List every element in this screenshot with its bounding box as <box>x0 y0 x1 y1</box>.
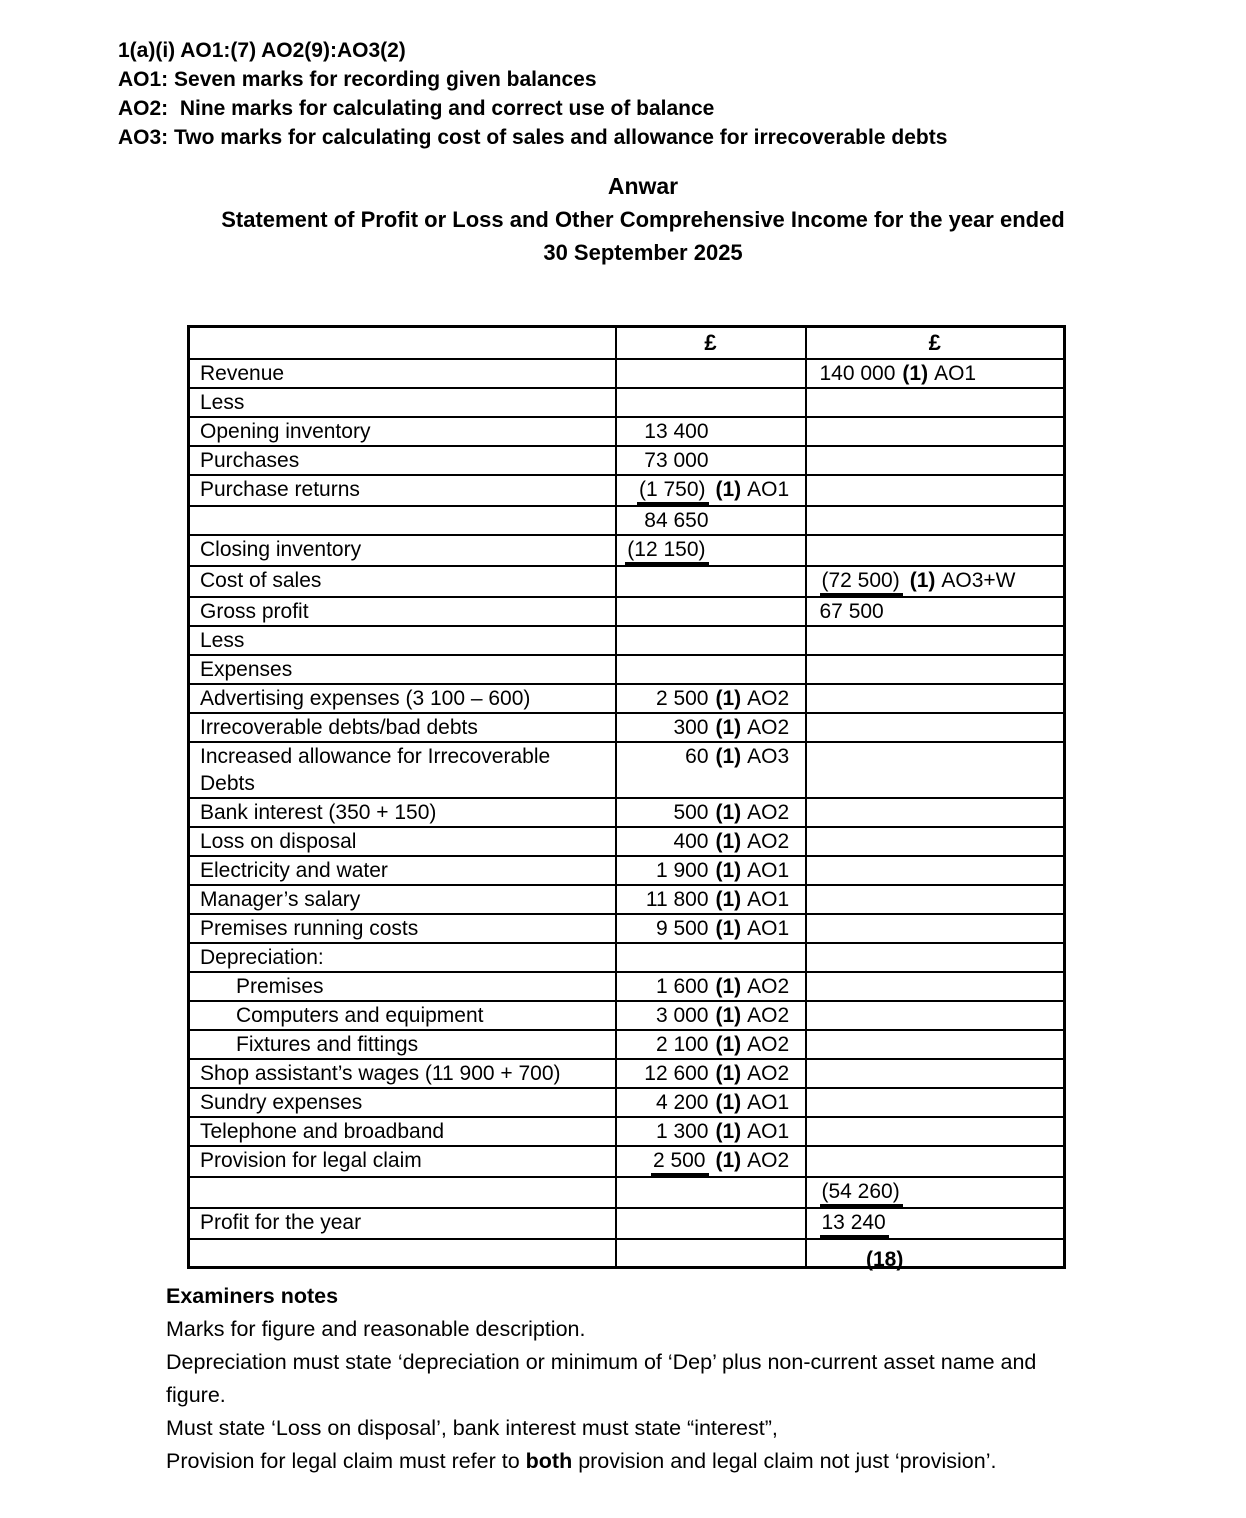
examiners-notes-heading: Examiners notes <box>166 1284 339 1308</box>
amount-value: 2 100 <box>655 1033 709 1056</box>
row-label-cell <box>189 1001 616 1030</box>
amount-cell-total <box>806 713 1065 742</box>
amount-cell-total <box>806 626 1065 655</box>
table-row <box>189 914 1065 943</box>
ao-tag: AO2 <box>747 1004 790 1027</box>
table-row <box>189 856 1065 885</box>
note-line: figure. <box>166 1383 226 1407</box>
table-row <box>189 1001 1065 1030</box>
mark-point: (1) <box>715 801 742 824</box>
amount-cell-detail <box>616 1088 806 1117</box>
table-row <box>189 885 1065 914</box>
row-label: Premises <box>236 975 324 998</box>
ao-tag: AO2 <box>747 975 790 998</box>
ao-tag: AO1 <box>934 362 977 385</box>
table-row <box>189 1030 1065 1059</box>
amount-align-box <box>617 1002 709 1029</box>
table-row <box>189 655 1065 684</box>
row-label: Expenses <box>200 658 293 681</box>
row-label: Irrecoverable debts/bad debts <box>200 716 478 739</box>
amount-value: 1 600 <box>655 975 709 998</box>
mark-point: (1) <box>715 1033 742 1056</box>
amount-value: (72 500) <box>820 569 903 596</box>
amount-cell-total <box>806 446 1065 475</box>
amount-value: 13 400 <box>644 420 709 443</box>
mark-point: (1) <box>715 478 742 501</box>
row-label: Less <box>200 391 245 414</box>
statement-title <box>118 170 1168 269</box>
amount-cell-detail <box>616 535 806 566</box>
amount-cell-total <box>806 827 1065 856</box>
ao-tag: AO2 <box>747 716 790 739</box>
amount-cell-total <box>806 655 1065 684</box>
amount-align-box <box>617 857 709 884</box>
note-segment-bold: both <box>525 1449 573 1473</box>
amount-value: 13 240 <box>820 1211 889 1238</box>
ao-tag: AO3 <box>747 745 790 768</box>
amount-cell-total <box>806 943 1065 972</box>
amount-value: 60 <box>685 745 709 768</box>
table-row <box>189 827 1065 856</box>
row-label: Electricity and water <box>200 859 388 882</box>
mark-point: (1) <box>715 859 742 882</box>
table-row <box>189 742 1065 798</box>
ao-tag: AO1 <box>747 478 790 501</box>
ao1-description: AO1: Seven marks for recording given balances <box>118 68 597 91</box>
question-header <box>118 36 947 152</box>
amount-cell-detail <box>616 1001 806 1030</box>
amount-cell-detail <box>616 506 806 535</box>
row-label-cell <box>189 535 616 566</box>
amount-cell-total <box>806 1088 1065 1117</box>
row-label-cell <box>189 446 616 475</box>
amount-cell-total <box>806 972 1065 1001</box>
mark-point: (1) <box>715 1062 742 1085</box>
table-row <box>189 713 1065 742</box>
amount-align-box <box>617 447 709 474</box>
table-row <box>189 1146 1065 1177</box>
amount-value: 9 500 <box>655 917 709 940</box>
mark-point: (1) <box>715 975 742 998</box>
amount-cell-detail <box>616 1239 806 1267</box>
amount-cell-total <box>806 1001 1065 1030</box>
amount-cell-total <box>806 798 1065 827</box>
table-row <box>189 1177 1065 1208</box>
row-label-cell <box>189 798 616 827</box>
row-label: Increased allowance for Irrecoverable Debts <box>200 745 551 795</box>
row-label-cell <box>189 1117 616 1146</box>
col-header-pound-detail: £ <box>616 327 806 360</box>
mark-point: (1) <box>715 888 742 911</box>
row-label-cell <box>189 1177 616 1208</box>
table-row <box>189 1239 1065 1267</box>
mark-point: (1) <box>715 716 742 739</box>
amount-cell-total <box>806 684 1065 713</box>
amount-cell-detail <box>616 626 806 655</box>
table-row <box>189 684 1065 713</box>
row-label: Cost of sales <box>200 569 322 592</box>
amount-cell-total <box>806 856 1065 885</box>
row-label-cell <box>189 506 616 535</box>
amount-value: 1 300 <box>655 1120 709 1143</box>
amount-cell-detail <box>616 388 806 417</box>
ao-tag: AO1 <box>747 859 790 882</box>
table-row <box>189 388 1065 417</box>
row-label-cell <box>189 655 616 684</box>
amount-cell-detail <box>616 856 806 885</box>
amount-cell-detail <box>616 885 806 914</box>
amount-cell-detail <box>616 417 806 446</box>
amount-cell-total <box>806 742 1065 798</box>
row-label: Bank interest (350 + 150) <box>200 801 437 824</box>
amount-cell-detail <box>616 1059 806 1088</box>
row-label: Profit for the year <box>200 1211 362 1234</box>
amount-cell-detail <box>616 1030 806 1059</box>
table-row <box>189 972 1065 1001</box>
table-row <box>189 566 1065 597</box>
table-row <box>189 1088 1065 1117</box>
row-label-cell <box>189 1146 616 1177</box>
amount-cell-detail <box>616 1146 806 1177</box>
amount-align-box <box>617 973 709 1000</box>
amount-cell-detail <box>616 1177 806 1208</box>
amount-cell-detail <box>616 1117 806 1146</box>
amount-value: 300 <box>673 716 709 739</box>
ao-tag: AO2 <box>747 687 790 710</box>
row-label-cell <box>189 713 616 742</box>
mark-point: (1) <box>715 830 742 853</box>
row-label: Shop assistant’s wages (11 900 + 700) <box>200 1062 561 1085</box>
amount-align-box <box>617 1089 709 1116</box>
ao-tag: AO2 <box>747 1149 790 1172</box>
ao-tag: AO3+W <box>941 569 1016 592</box>
ao-tag: AO1 <box>747 1091 790 1114</box>
ao-tag: AO2 <box>747 1033 790 1056</box>
amount-align-box <box>617 1031 709 1058</box>
statement-subtitle-line2: 30 September 2025 <box>543 240 743 265</box>
note-segment: provision and legal claim not just ‘provision’. <box>572 1449 997 1473</box>
col-header-items <box>189 327 616 360</box>
table-row <box>189 506 1065 535</box>
amount-cell-detail <box>616 655 806 684</box>
amount-value: 500 <box>673 801 709 824</box>
table-row <box>189 475 1065 506</box>
amount-cell-total <box>806 1239 1065 1267</box>
amount-cell-total <box>806 914 1065 943</box>
amount-cell-total <box>806 566 1065 597</box>
amount-cell-detail <box>616 914 806 943</box>
amount-cell-detail <box>616 1208 806 1239</box>
amount-value: 12 600 <box>644 1062 709 1085</box>
amount-align-box <box>617 799 709 826</box>
amount-align-box <box>617 476 709 505</box>
row-label-cell <box>189 417 616 446</box>
amount-cell-detail <box>616 359 806 388</box>
amount-align-box <box>617 828 709 855</box>
row-label: Loss on disposal <box>200 830 357 853</box>
profit-loss-table <box>187 325 1066 1269</box>
amount-align-box <box>617 418 709 445</box>
amount-align-box <box>617 685 709 712</box>
amount-cell-total <box>806 359 1065 388</box>
row-label: Sundry expenses <box>200 1091 363 1114</box>
amount-cell-total <box>806 885 1065 914</box>
amount-value: 400 <box>673 830 709 853</box>
amount-value: (1 750) <box>637 478 709 505</box>
mark-point: (1) <box>715 1120 742 1143</box>
amount-value: 4 200 <box>655 1091 709 1114</box>
col-header-pound-total: £ <box>806 327 1065 360</box>
row-label-cell <box>189 388 616 417</box>
mark-point: (1) <box>715 1004 742 1027</box>
amount-align-box <box>617 714 709 741</box>
mark-point: (1) <box>715 1091 742 1114</box>
ao-tag: AO2 <box>747 1062 790 1085</box>
mark-point: (1) <box>715 1149 742 1172</box>
amount-cell-total <box>806 506 1065 535</box>
row-label-cell <box>189 1088 616 1117</box>
note-line <box>166 1445 1156 1478</box>
amount-cell-detail <box>616 798 806 827</box>
row-label-cell <box>189 1208 616 1239</box>
table-row <box>189 417 1065 446</box>
amount-cell-total <box>806 1146 1065 1177</box>
amount-cell-detail <box>616 475 806 506</box>
statement-subtitle-line1: Statement of Profit or Loss and Other Comprehensive Income for the year ended <box>221 207 1065 232</box>
table-row <box>189 1208 1065 1239</box>
amount-cell-detail <box>616 446 806 475</box>
amount-cell-total <box>806 1208 1065 1239</box>
note-segment: Provision for legal claim must refer to <box>166 1449 526 1473</box>
row-label-cell <box>189 914 616 943</box>
row-label: Premises running costs <box>200 917 419 940</box>
row-label-cell <box>189 566 616 597</box>
amount-cell-detail <box>616 713 806 742</box>
amount-cell-total <box>806 417 1065 446</box>
note-line: Must state ‘Loss on disposal’, bank interest must state “interest”, <box>166 1416 778 1440</box>
amount-align-box <box>617 1060 709 1087</box>
amount-align-box <box>617 886 709 913</box>
row-label: Opening inventory <box>200 420 371 443</box>
amount-align-box <box>617 743 709 770</box>
table-row <box>189 1059 1065 1088</box>
amount-cell-detail <box>616 566 806 597</box>
amount-cell-detail <box>616 597 806 626</box>
ao-tag: AO1 <box>747 1120 790 1143</box>
row-label: Less <box>200 629 245 652</box>
note-line: Marks for figure and reasonable description. <box>166 1317 586 1341</box>
row-label-cell <box>189 684 616 713</box>
row-label-cell <box>189 626 616 655</box>
amount-value: 140 000 <box>819 362 896 385</box>
row-label-cell <box>189 742 616 798</box>
table-row <box>189 597 1065 626</box>
amount-cell-total <box>806 1117 1065 1146</box>
examiners-notes <box>166 1280 1156 1478</box>
amount-cell-total <box>806 1030 1065 1059</box>
row-label: Closing inventory <box>200 538 362 561</box>
amount-align-box <box>617 507 709 534</box>
row-label-cell <box>189 597 616 626</box>
table-row <box>189 626 1065 655</box>
row-label-cell <box>189 1030 616 1059</box>
amount-value: (12 150) <box>625 538 708 565</box>
amount-align-box <box>617 915 709 942</box>
amount-cell-total <box>806 597 1065 626</box>
ao3-description: AO3: Two marks for calculating cost of sales and allowance for irrecoverable debts <box>118 126 948 149</box>
row-label: Purchase returns <box>200 478 360 501</box>
row-label: Provision for legal claim <box>200 1149 422 1172</box>
amount-cell-detail <box>616 972 806 1001</box>
ao-tag: AO2 <box>747 830 790 853</box>
ao-tag: AO1 <box>747 888 790 911</box>
amount-value: 2 500 <box>655 687 709 710</box>
amount-cell-detail <box>616 684 806 713</box>
table-row <box>189 1117 1065 1146</box>
total-marks-badge: (18) <box>866 1248 904 1271</box>
row-label: Advertising expenses (3 100 – 600) <box>200 687 531 710</box>
row-label-cell <box>189 856 616 885</box>
amount-cell-total <box>806 1059 1065 1088</box>
amount-align-box <box>617 1147 709 1176</box>
mark-point: (1) <box>902 362 929 385</box>
row-label: Gross profit <box>200 600 309 623</box>
row-label-cell <box>189 475 616 506</box>
row-label: Manager’s salary <box>200 888 361 911</box>
ao-tag: AO2 <box>747 801 790 824</box>
amount-value: 3 000 <box>655 1004 709 1027</box>
row-label: Fixtures and fittings <box>236 1033 419 1056</box>
amount-cell-total <box>806 535 1065 566</box>
amount-value: 2 500 <box>651 1149 709 1176</box>
amount-cell-detail <box>616 742 806 798</box>
row-label-cell <box>189 972 616 1001</box>
amount-value: 11 800 <box>645 888 709 911</box>
question-reference: 1(a)(i) AO1:(7) AO2(9):AO3(2) <box>118 39 406 62</box>
mark-point: (1) <box>715 687 742 710</box>
table-row <box>189 798 1065 827</box>
row-label-cell <box>189 359 616 388</box>
amount-cell-detail <box>616 943 806 972</box>
row-label-cell <box>189 943 616 972</box>
row-label: Computers and equipment <box>236 1004 484 1027</box>
amount-align-box <box>617 536 709 565</box>
amount-cell-detail <box>616 827 806 856</box>
table-row <box>189 359 1065 388</box>
row-label-cell <box>189 885 616 914</box>
amount-value: 84 650 <box>644 509 709 532</box>
entity-name: Anwar <box>607 173 679 199</box>
table-header-row <box>189 327 1065 360</box>
note-line: Depreciation must state ‘depreciation or minimum of ‘Dep’ plus non-current asset name and <box>166 1350 1037 1374</box>
ao2-description: AO2: Nine marks for calculating and correct use of balance <box>118 97 715 120</box>
amount-align-box <box>617 1118 709 1145</box>
row-label: Revenue <box>200 362 285 385</box>
amount-cell-total <box>806 1177 1065 1208</box>
mark-point: (1) <box>715 917 742 940</box>
table-row <box>189 943 1065 972</box>
amount-value: 1 900 <box>655 859 709 882</box>
amount-value: 73 000 <box>644 449 709 472</box>
row-label: Purchases <box>200 449 300 472</box>
mark-point: (1) <box>715 745 742 768</box>
amount-cell-total <box>806 388 1065 417</box>
row-label-cell <box>189 1239 616 1267</box>
row-label-cell <box>189 827 616 856</box>
statement-table-body <box>189 359 1065 1267</box>
mark-point: (1) <box>909 569 936 592</box>
amount-value: (54 260) <box>820 1180 903 1207</box>
row-label: Telephone and broadband <box>200 1120 445 1143</box>
table-row <box>189 535 1065 566</box>
table-row <box>189 446 1065 475</box>
amount-value: 67 500 <box>819 600 884 623</box>
amount-cell-total <box>806 475 1065 506</box>
row-label: Depreciation: <box>200 946 324 969</box>
row-label-cell <box>189 1059 616 1088</box>
ao-tag: AO1 <box>747 917 790 940</box>
